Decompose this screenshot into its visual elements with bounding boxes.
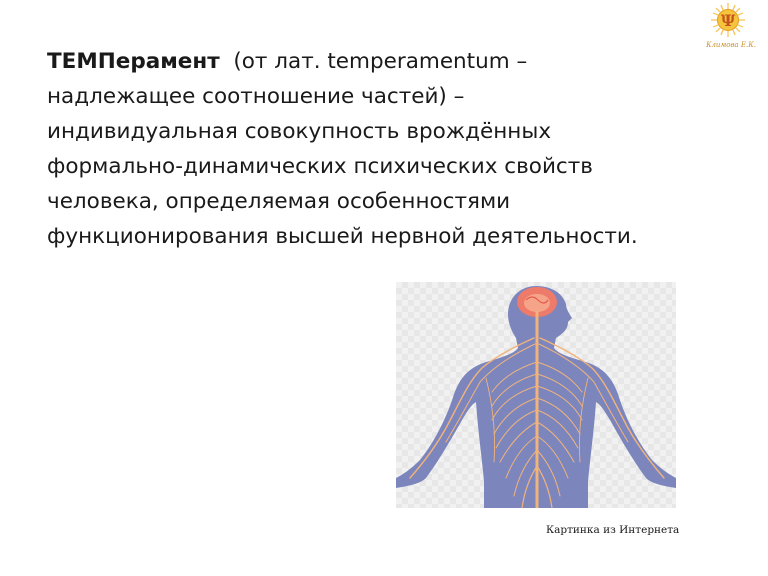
nerve-lines: [410, 312, 664, 508]
definition-line-4: формально-динамических психических свойств: [47, 154, 593, 179]
definition-line-5: человека, определяемая особенностями: [47, 189, 511, 214]
definition-line-2: надлежащее соотношение частей) –: [47, 84, 465, 109]
nervous-system-image: [396, 282, 676, 508]
image-caption: Картинка из Интернета: [546, 524, 680, 536]
logo-symbol: Ψ: [720, 11, 736, 30]
logo-author-text: Климова Е.К.: [706, 41, 756, 49]
definition-line-3: индивидуальная совокупность врождённых: [47, 119, 552, 144]
definition-term: ТЕМПерамент: [47, 49, 220, 74]
definition-line-6: функционирования высшей нервной деятельности.: [47, 224, 638, 249]
definition-line-1-rest: (от лат. temperamentum –: [219, 49, 528, 74]
definition-text: [47, 44, 737, 254]
nervous-system-illustration: [396, 282, 676, 508]
definition-line-1: [47, 44, 737, 79]
psi-emblem-icon: [710, 2, 746, 38]
